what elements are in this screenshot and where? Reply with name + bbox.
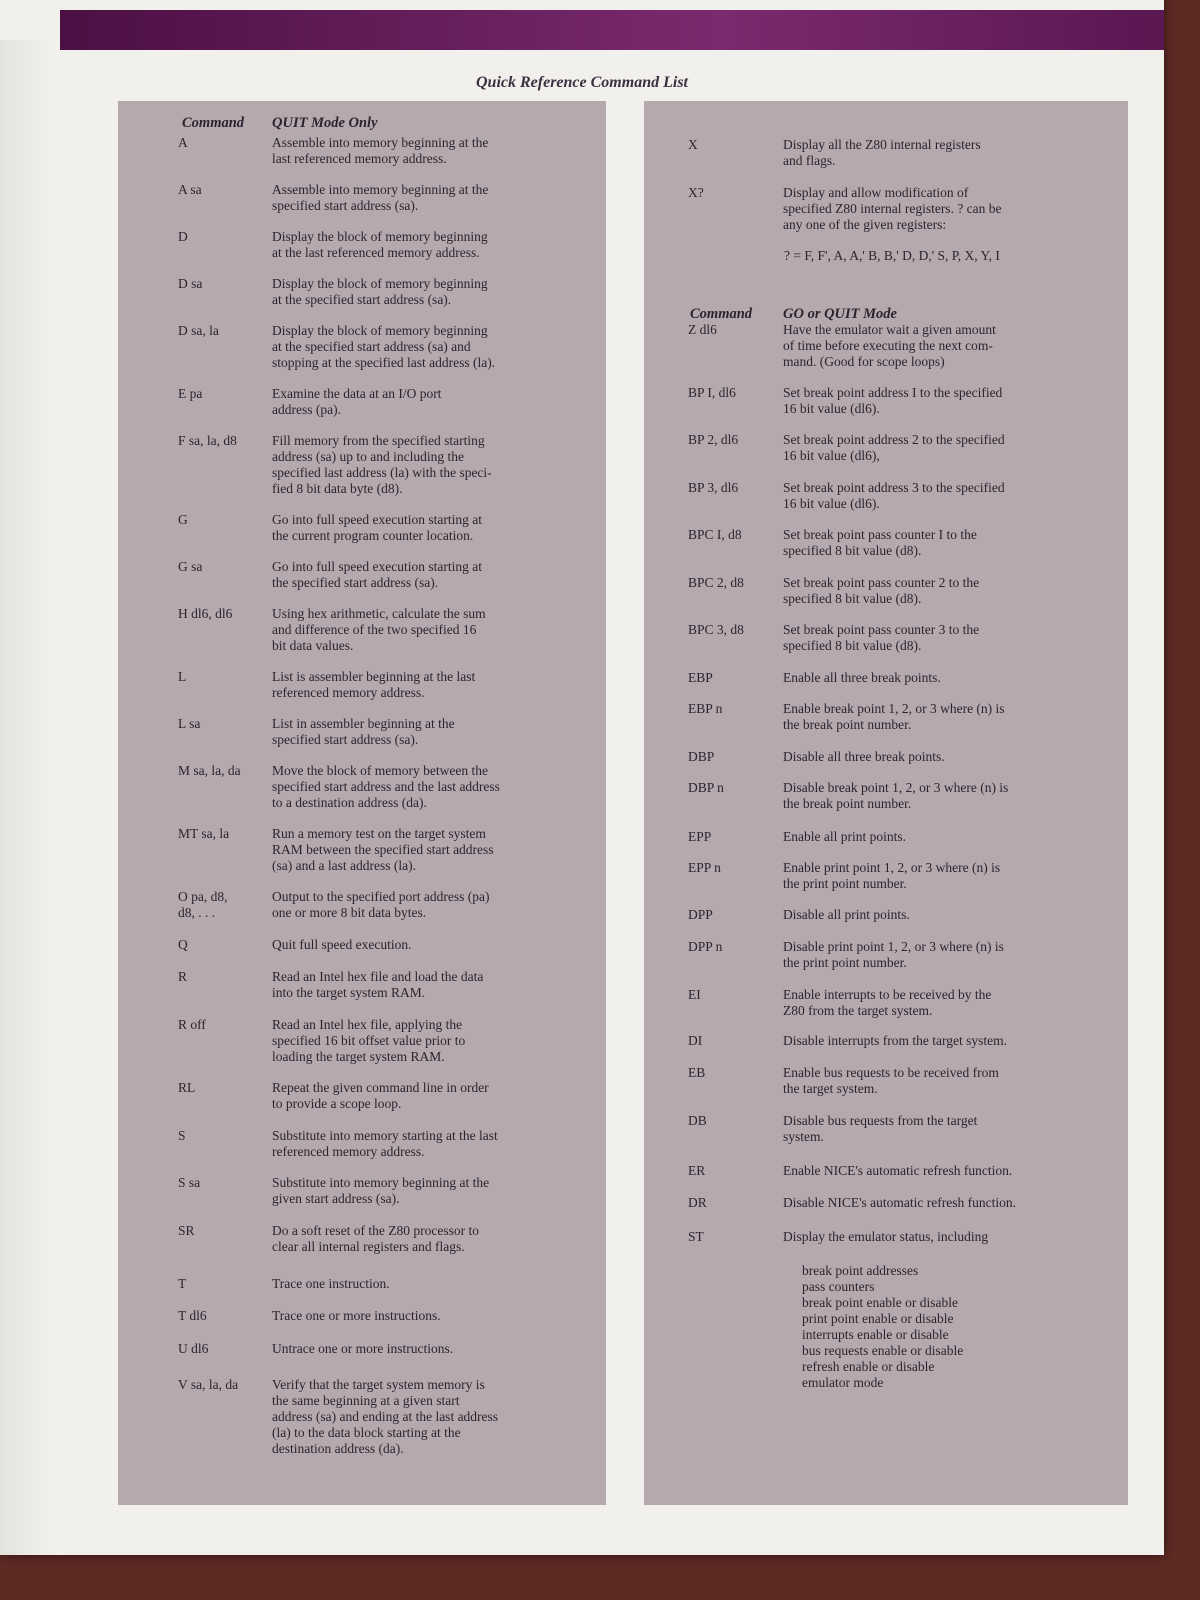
command-code: EI [688, 987, 701, 1002]
command-description: Repeat the given command line in order to provide a scope loop. [272, 1080, 489, 1111]
command-code: A sa [178, 182, 202, 197]
command-code: S [178, 1128, 186, 1143]
command-code: DR [688, 1195, 707, 1210]
command-code: F sa, la, d8 [178, 433, 237, 448]
command-description: Enable all three break points. [783, 670, 941, 685]
command-description: List is assembler beginning at the last referenced memory address. [272, 669, 476, 700]
command-description: Have the emulator wait a given amount of time before executing the next com- mand. (Good for scope loops) [783, 322, 996, 369]
command-description: Go into full speed execution starting at the current program counter location. [272, 512, 482, 543]
command-code: EPP [688, 829, 712, 844]
command-description: Display the emulator status, including [783, 1229, 989, 1244]
command-description: Disable all three break points. [783, 749, 945, 764]
register-list: ? = F, F', A, A,' B, B,' D, D,' S, P, X, Y, I [784, 248, 1000, 263]
command-description: Substitute into memory beginning at the given start address (sa). [272, 1175, 490, 1206]
command-code: D [178, 229, 188, 244]
status-item-list [802, 1263, 963, 1391]
column-header-mode: GO or QUIT Mode [783, 306, 897, 322]
command-description: Trace one or more instructions. [272, 1308, 441, 1323]
command-code: M sa, la, da [178, 763, 241, 778]
command-code: DPP n [688, 939, 723, 954]
command-code: O pa, d8, d8, . . . [178, 889, 228, 920]
command-code: DPP [688, 907, 713, 922]
command-code: BP 2, dl6 [688, 432, 739, 447]
command-description: Go into full speed execution starting at the specified start address (sa). [272, 559, 482, 590]
status-item: pass counters [802, 1279, 875, 1294]
command-code: S sa [178, 1175, 201, 1190]
command-description: Assemble into memory beginning at the last referenced memory address. [272, 135, 489, 166]
command-code: Z dl6 [688, 322, 717, 337]
command-code: E pa [178, 386, 203, 401]
command-code: BPC 2, d8 [688, 575, 744, 590]
command-description: Enable NICE's automatic refresh function. [783, 1163, 1013, 1178]
purple-header-band [60, 10, 1164, 50]
command-code: ST [688, 1229, 704, 1244]
command-code: U dl6 [178, 1341, 209, 1356]
command-description: Run a memory test on the target system RAM between the specified start address (sa) and a last address (la). [272, 826, 494, 873]
command-code: BP 3, dl6 [688, 480, 739, 495]
status-item: break point addresses [802, 1263, 919, 1278]
command-description: Display the block of memory beginning at the last referenced memory address. [272, 229, 488, 260]
command-code: D sa, la [178, 323, 219, 338]
command-description: Display the block of memory beginning at the specified start address (sa) and stopping at the specified last address (la). [272, 323, 496, 370]
command-description: Using hex arithmetic, calculate the sum and difference of the two specified 16 bit data values. [272, 606, 486, 653]
command-code: H dl6, dl6 [178, 606, 233, 621]
command-code: EBP n [688, 701, 723, 716]
command-code: DBP n [688, 780, 724, 795]
command-code: RL [178, 1080, 196, 1095]
command-description: Display and allow modification of specified Z80 internal registers. ? can be any one of the given registers: [783, 185, 1002, 232]
command-code: MT sa, la [178, 826, 230, 841]
command-code: DB [688, 1113, 707, 1128]
command-code: DBP [688, 749, 715, 764]
command-code: EPP n [688, 860, 721, 875]
command-description: Enable print point 1, 2, or 3 where (n) is the print point number. [783, 860, 1001, 891]
command-code: BPC 3, d8 [688, 622, 744, 637]
command-description: Set break point address 2 to the specified 16 bit value (dl6), [783, 432, 1005, 463]
status-item: interrupts enable or disable [802, 1327, 949, 1342]
command-code: T [178, 1276, 187, 1291]
command-description: Set break point pass counter 3 to the specified 8 bit value (d8). [783, 622, 980, 653]
command-description: Quit full speed execution. [272, 937, 412, 952]
command-description: Output to the specified port address (pa) one or more 8 bit data bytes. [272, 889, 490, 920]
command-description: Set break point address I to the specified 16 bit value (dl6). [783, 385, 1003, 416]
command-description: Disable break point 1, 2, or 3 where (n) is the break point number. [783, 780, 1009, 811]
status-item: refresh enable or disable [802, 1359, 935, 1374]
command-description: Assemble into memory beginning at the specified start address (sa). [272, 182, 489, 213]
command-description: Disable interrupts from the target system. [783, 1033, 1007, 1048]
status-item: bus requests enable or disable [802, 1343, 964, 1358]
command-description: Move the block of memory between the specified start address and the last address to a destination address (da). [272, 763, 500, 810]
command-description: Disable NICE's automatic refresh function. [783, 1195, 1016, 1210]
command-code: DI [688, 1033, 703, 1048]
column-header-command: Command [690, 306, 753, 322]
command-description: Disable print point 1, 2, or 3 where (n) is the print point number. [783, 939, 1004, 970]
command-description: Untrace one or more instructions. [272, 1341, 454, 1356]
status-item: emulator mode [802, 1375, 884, 1390]
command-code: EB [688, 1065, 706, 1080]
command-code: SR [178, 1223, 195, 1238]
command-description: Display the block of memory beginning at the specified start address (sa). [272, 276, 488, 307]
command-code: G [178, 512, 188, 527]
command-description: Set break point address 3 to the specified 16 bit value (dl6). [783, 480, 1005, 511]
command-description: Set break point pass counter 2 to the specified 8 bit value (d8). [783, 575, 980, 606]
command-description: Display all the Z80 internal registers and flags. [783, 137, 981, 168]
command-description: Fill memory from the specified starting address (sa) up to and including the specified last address (la) with the speci- fied 8 bit data byte (d8). [272, 433, 492, 496]
command-description: Substitute into memory starting at the last referenced memory address. [272, 1128, 498, 1159]
command-description: Read an Intel hex file and load the data into the target system RAM. [272, 969, 484, 1000]
command-description: List in assembler beginning at the specified start address (sa). [272, 716, 455, 747]
command-code: ER [688, 1163, 706, 1178]
command-code: X [688, 137, 698, 152]
command-code: D sa [178, 276, 203, 291]
quit-mode-panel [118, 101, 606, 1505]
command-description: Examine the data at an I/O port address (pa). [272, 386, 442, 417]
command-code: V sa, la, da [178, 1377, 239, 1392]
page-title: Quick Reference Command List [476, 74, 688, 91]
status-item: print point enable or disable [802, 1311, 954, 1326]
command-description: Disable all print points. [783, 907, 910, 922]
command-code: G sa [178, 559, 203, 574]
status-item: break point enable or disable [802, 1295, 958, 1310]
binder-flap [0, 40, 60, 1555]
command-code: L [178, 669, 187, 684]
column-header-command: Command [182, 115, 245, 131]
command-code: BPC I, d8 [688, 527, 742, 542]
command-description: Trace one instruction. [272, 1276, 390, 1291]
command-description: Enable break point 1, 2, or 3 where (n) is the break point number. [783, 701, 1005, 732]
command-code: BP I, dl6 [688, 385, 736, 400]
command-code: X? [688, 185, 704, 200]
command-description: Do a soft reset of the Z80 processor to clear all internal registers and flags. [272, 1223, 479, 1254]
command-code: T dl6 [178, 1308, 207, 1323]
column-header-mode: QUIT Mode Only [272, 115, 378, 131]
command-code: EBP [688, 670, 713, 685]
command-description: Enable bus requests to be received from the target system. [783, 1065, 999, 1096]
command-description: Verify that the target system memory is the same beginning at a given start address (sa) and ending at the last address (la) to the data block starting at the destination address (da). [272, 1377, 499, 1456]
command-description: Set break point pass counter I to the specified 8 bit value (d8). [783, 527, 977, 558]
command-code: R [178, 969, 188, 984]
command-code: R off [178, 1017, 206, 1032]
command-description: Enable interrupts to be received by the Z80 from the target system. [783, 987, 992, 1018]
command-code: A [178, 135, 188, 150]
command-code: L sa [178, 716, 201, 731]
command-code: Q [178, 937, 188, 952]
command-description: Read an Intel hex file, applying the specified 16 bit offset value prior to loading the target system RAM. [272, 1017, 466, 1064]
go-quit-mode-panel [644, 101, 1128, 1505]
command-description: Disable bus requests from the target system. [783, 1113, 978, 1144]
command-description: Enable all print points. [783, 829, 906, 844]
